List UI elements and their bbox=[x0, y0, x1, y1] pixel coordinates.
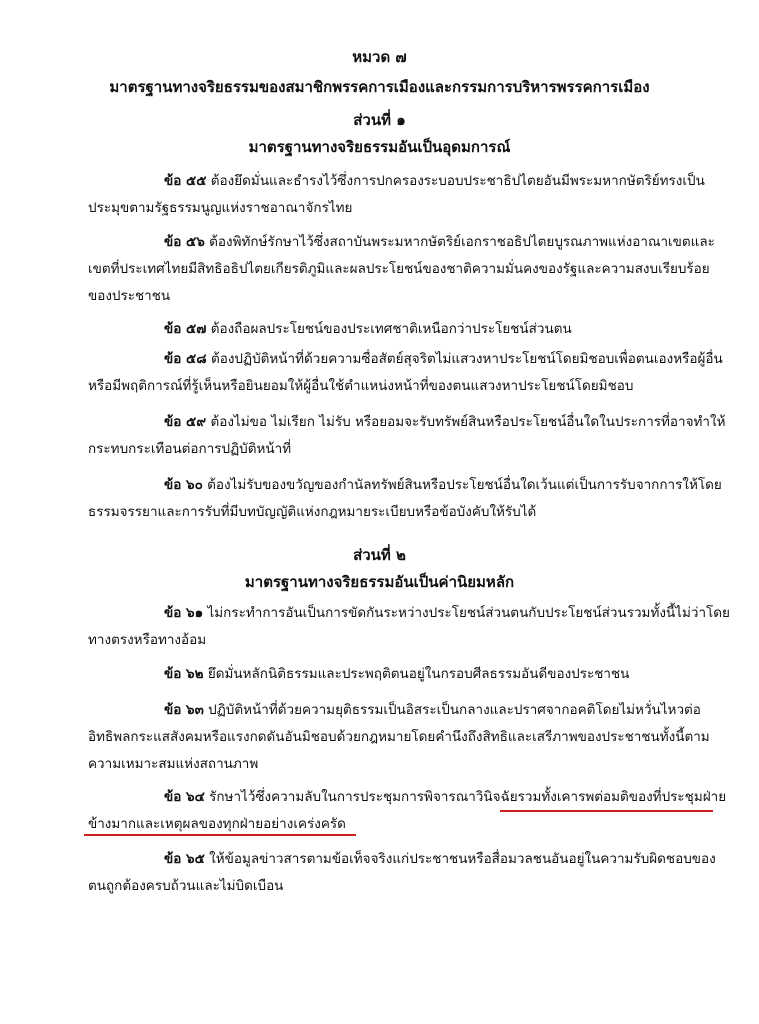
clause-text: ไม่กระทำการอันเป็นการขัดกันระหว่างประโยชน์ส่วนตนกับประโยชน์ส่วนรวมทั้งนี้ไม่ว่าโดย bbox=[207, 605, 730, 621]
red-underline-mark bbox=[84, 834, 356, 836]
clause-text: เขตที่ประเทศไทยมีสิทธิอธิปไตยเกียรติภูมิและผลประโยชน์ของชาติความมั่นคงของรัฐและความสงบเรียบร้อย bbox=[88, 261, 710, 277]
red-underline-mark bbox=[500, 810, 713, 812]
clause-text: ต้องไม่ขอ ไม่เรียก ไม่รับ หรือยอมจะรับทรัพย์สินหรือประโยชน์อื่นใดในประการที่อาจทำให้ bbox=[210, 414, 726, 430]
clause-text: ความเหมาะสมแห่งสถานภาพ bbox=[88, 756, 259, 772]
clause-number: ข้อ ๖๓ bbox=[164, 702, 204, 718]
clause-text: ต้องพิทักษ์รักษาไว้ซึ่งสถาบันพระมหากษัตริย์เอกราชอธิปไตยบูรณภาพแห่งอาณาเขตและ bbox=[209, 234, 715, 250]
clause-text: ต้องไม่รับของขวัญของกำนัลทรัพย์สินหรือประโยชน์อื่นใดเว้นแต่เป็นการรับจากการให้โดย bbox=[207, 477, 722, 493]
part-1-subtitle: มาตรฐานทางจริยธรรมอันเป็นอุดมการณ์ bbox=[248, 138, 511, 156]
clause-text: ประมุขตามรัฐธรรมนูญแห่งราชอาณาจักรไทย bbox=[88, 200, 353, 216]
clause-61 bbox=[88, 600, 730, 654]
clause-62 bbox=[88, 661, 716, 688]
part-2-title: ส่วนที่ ๒ bbox=[353, 546, 406, 564]
clause-text: ต้องปฏิบัติหน้าที่ด้วยความซื่อสัตย์สุจริตไม่แสวงหาประโยชน์โดยมิชอบเพื่อตนเองหรือผู้อื่น bbox=[210, 351, 723, 367]
clause-text: ธรรมจรรยาและการรับที่มีบทบัญญัติแห่งกฎหมายระเบียบหรือข้อบังคับให้รับได้ bbox=[88, 504, 537, 520]
clause-text: ให้ข้อมูลข่าวสารตามข้อเท็จจริงแก่ประชาชนหรือสื่อมวลชนอันอยู่ในความรับผิดชอบของ bbox=[209, 851, 716, 867]
clause-text: กระทบกระเทือนต่อการปฏิบัติหน้าที่ bbox=[88, 441, 292, 457]
part-1-title: ส่วนที่ ๑ bbox=[353, 111, 406, 129]
clause-55 bbox=[88, 168, 716, 222]
clause-number: ข้อ ๖๔ bbox=[164, 789, 205, 805]
clause-number: ข้อ ๕๕ bbox=[164, 173, 207, 189]
clause-60 bbox=[88, 472, 722, 526]
clause-56 bbox=[88, 229, 716, 310]
part-2-subtitle: มาตรฐานทางจริยธรรมอันเป็นค่านิยมหลัก bbox=[244, 573, 515, 591]
chapter-subtitle: มาตรฐานทางจริยธรรมของสมาชิกพรรคการเมืองและกรรมการบริหารพรรคการเมือง bbox=[109, 78, 650, 96]
clause-number: ข้อ ๖๕ bbox=[164, 851, 205, 867]
clause-text: ปฏิบัติหน้าที่ด้วยความยุติธรรมเป็นอิสระเป็นกลางและปราศจากอคติโดยไม่หวั่นไหวต่อ bbox=[208, 702, 701, 718]
clause-number: ข้อ ๖๒ bbox=[164, 666, 204, 682]
clause-57 bbox=[88, 316, 716, 343]
clause-58 bbox=[88, 346, 723, 400]
clause-text: ของประชาชน bbox=[88, 288, 171, 304]
clause-number: ข้อ ๕๖ bbox=[164, 234, 205, 250]
clause-text: ต้องยึดมั่นและธำรงไว้ซึ่งการปกครองระบอบประชาธิปไตยอันมีพระมหากษัตริย์ทรงเป็น bbox=[210, 173, 705, 189]
clause-63 bbox=[88, 697, 716, 778]
clause-number: ข้อ ๕๘ bbox=[164, 351, 207, 367]
clause-text: รักษาไว้ซึ่งความลับในการประชุมการพิจารณาวินิจฉัยรวมทั้งเคารพต่อมติของที่ประชุมฝ่าย bbox=[209, 789, 727, 805]
clause-number: ข้อ ๕๗ bbox=[164, 321, 207, 337]
clause-59 bbox=[88, 409, 726, 463]
clause-text: ยึดมั่นหลักนิติธรรมและประพฤติตนอยู่ในกรอบศีลธรรมอันดีของประชาชน bbox=[207, 666, 630, 682]
clause-65 bbox=[88, 846, 716, 900]
clause-number: ข้อ ๖๑ bbox=[164, 605, 204, 621]
clause-text: ตนถูกต้องครบถ้วนและไม่บิดเบือน bbox=[88, 878, 284, 894]
clause-text: อิทธิพลกระแสสังคมหรือแรงกดดันอันมิชอบด้วยกฎหมายโดยคำนึงถึงสิทธิและเสรีภาพของประชาชนทั้งนี้ตาม bbox=[88, 729, 710, 745]
chapter-title: หมวด ๗ bbox=[352, 48, 407, 66]
clause-text: ทางตรงหรือทางอ้อม bbox=[88, 632, 207, 648]
clause-text: หรือมีพฤติการณ์ที่รู้เห็นหรือยินยอมให้ผู้อื่นใช้ตำแหน่งหน้าที่ของตนแสวงหาประโยชน์โดยมิชอบ bbox=[88, 378, 634, 394]
clause-text: ต้องถือผลประโยชน์ของประเทศชาติเหนือกว่าประโยชน์ส่วนตน bbox=[210, 321, 572, 337]
clause-number: ข้อ ๖๐ bbox=[164, 477, 203, 493]
clause-number: ข้อ ๕๙ bbox=[164, 414, 207, 430]
clause-text: ข้างมากและเหตุผลของทุกฝ่ายอย่างเคร่งครัด bbox=[88, 816, 346, 832]
